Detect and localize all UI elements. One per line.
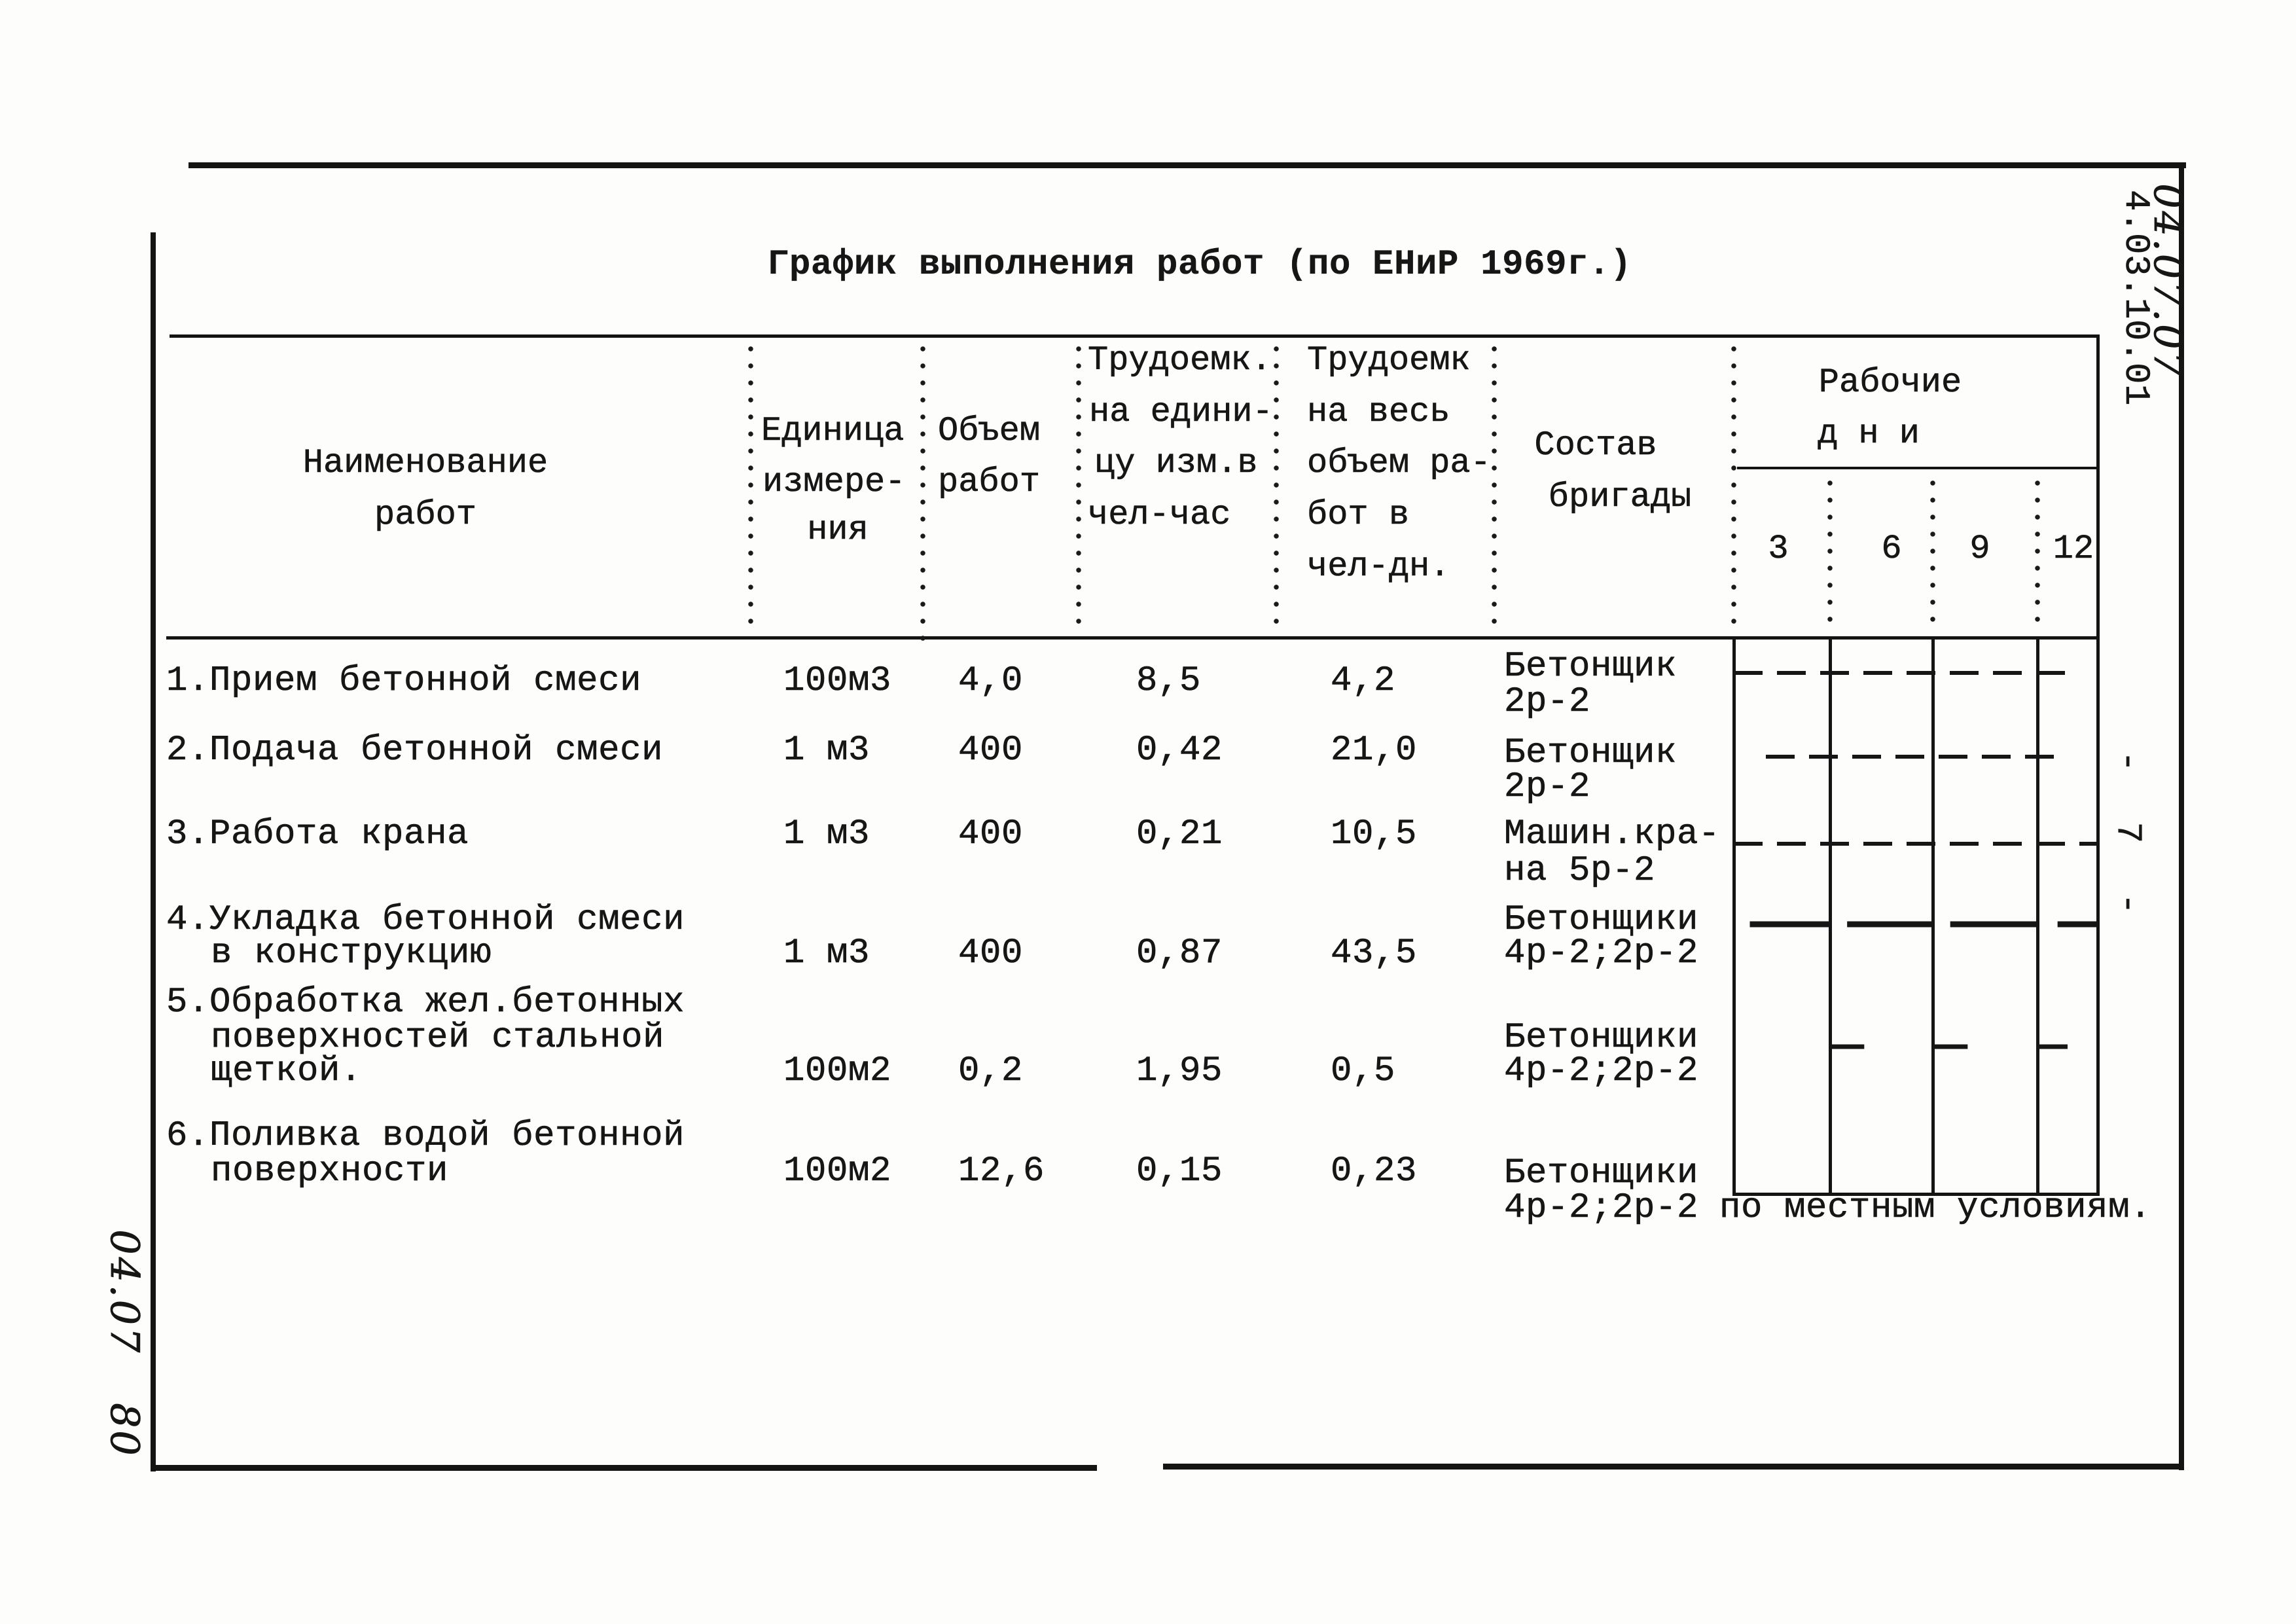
day-divider-9: [2036, 638, 2039, 1194]
row-6-volume: 12,6: [958, 1151, 1045, 1191]
header-days-line-2: д н и: [1817, 414, 1920, 453]
header-labor-unit-line-3: цу изм.в: [1094, 444, 1258, 482]
handwritten-code: 04.07.07: [2145, 183, 2191, 380]
row-1-brigade-line-2: 2р-2: [1504, 682, 1591, 722]
header-separator: [1076, 340, 1081, 628]
days-subheader-line: [1737, 467, 2098, 469]
frame-left-line: [151, 232, 156, 1471]
day-divider-3: [1829, 638, 1832, 1194]
header-brigade-line-1: Состав: [1534, 426, 1657, 465]
header-separator: [1274, 340, 1279, 628]
row-1-brigade-line-1: Бетонщик: [1504, 647, 1677, 687]
row-6-unit: 100м2: [783, 1151, 892, 1191]
row-4-name-line-1: 4.Укладка бетонной смеси: [166, 900, 685, 940]
row-5-labor-total: 0,5: [1331, 1051, 1396, 1091]
header-labor-unit-line-2: на едини-: [1089, 393, 1273, 431]
header-volume-line-1: Объем: [938, 412, 1041, 450]
row-5-name-line-1: 5.Обработка жел.бетонных: [166, 983, 685, 1022]
row-3-brigade-line-1: Машин.кра-: [1504, 814, 1721, 854]
row-6-brigade-line-2: 4р-2;2р-2: [1504, 1188, 1699, 1228]
row-4-volume: 400: [958, 933, 1024, 973]
header-days-line-1: Рабочие: [1818, 363, 1962, 402]
row-3-unit: 1 м3: [783, 814, 870, 854]
row-6-labor-per-unit: 0,15: [1136, 1151, 1223, 1191]
day-mark-12: 12: [2053, 530, 2094, 568]
row-2-volume: 400: [958, 731, 1024, 770]
header-separator: [1492, 340, 1497, 628]
document-title: График выполнения работ (по ЕНиР 1969г.): [767, 245, 1632, 285]
header-labor-total-line-3: объем ра-: [1307, 444, 1491, 482]
header-name-line-2: работ: [374, 496, 477, 534]
header-separator: [748, 340, 753, 628]
row-4-brigade-line-2: 4р-2;2р-2: [1504, 933, 1699, 973]
row-2-unit: 1 м3: [783, 731, 870, 770]
header-labor-total-line-1: Трудоемк: [1307, 341, 1471, 380]
day-divider-6: [1931, 638, 1935, 1194]
row-5-name-line-2: поверхностей стальной: [211, 1018, 665, 1058]
header-labor-unit-line-1: Трудоемк.: [1088, 341, 1272, 380]
row-2-brigade-line-1: Бетонщик: [1504, 733, 1677, 773]
row-4-labor-per-unit: 0,87: [1136, 933, 1223, 973]
row-3-volume: 400: [958, 814, 1024, 854]
header-separator: [1930, 475, 1935, 632]
row-1-volume: 4,0: [958, 661, 1024, 701]
row-6-labor-total: 0,23: [1331, 1151, 1418, 1191]
header-name-line-1: Наименование: [302, 444, 548, 482]
frame-top-line: [188, 162, 2186, 168]
row-3-name-line-1: 3.Работа крана: [166, 814, 469, 854]
row-6-name-line-2: поверхности: [211, 1151, 449, 1191]
row-5-labor-per-unit: 1,95: [1136, 1051, 1223, 1091]
header-volume-line-2: работ: [938, 463, 1041, 501]
row-5-brigade-line-2: 4р-2;2р-2: [1504, 1051, 1699, 1091]
header-unit-line-1: Единица: [761, 412, 905, 450]
row-3-labor-per-unit: 0,21: [1136, 814, 1223, 854]
row-1-unit: 100м3: [783, 661, 892, 701]
header-labor-unit-line-4: чел-час: [1088, 496, 1231, 534]
header-separator: [2035, 475, 2040, 632]
row-3-brigade-line-2: на 5р-2: [1504, 851, 1656, 891]
row-6-brigade-line-1: Бетонщики: [1504, 1153, 1699, 1193]
row-4-labor-total: 43,5: [1331, 933, 1418, 973]
header-labor-total-line-5: чел-дн.: [1307, 547, 1450, 586]
header-labor-total-line-2: на весь: [1307, 393, 1450, 431]
header-separator: [1731, 340, 1736, 628]
row-6-name-line-1: 6.Поливка водой бетонной: [166, 1116, 685, 1156]
frame-bottom-line-left: [151, 1465, 1097, 1471]
day-mark-3: 3: [1768, 530, 1789, 568]
header-unit-line-3: ния: [807, 511, 869, 549]
row-5-unit: 100м2: [783, 1051, 892, 1091]
document-code: 4.03.10.01: [2115, 189, 2155, 406]
header-separator: [1827, 475, 1833, 632]
table-top-line: [170, 334, 2099, 338]
row-5-volume: 0,2: [958, 1051, 1024, 1091]
frame-bottom-line-right: [1163, 1464, 2184, 1470]
table-right-line: [2096, 334, 2100, 1196]
row-1-labor-total: 4,2: [1331, 661, 1396, 701]
row-1-name-line-1: 1.Прием бетонной смеси: [166, 661, 642, 701]
row-4-brigade-line-1: Бетонщики: [1504, 900, 1699, 940]
row-2-labor-total: 21,0: [1331, 731, 1418, 770]
header-brigade-line-2: бригады: [1548, 478, 1692, 516]
row-3-labor-total: 10,5: [1331, 814, 1418, 854]
header-bottom-line: [166, 636, 2099, 640]
handwritten-date: 04.07 80: [101, 1229, 147, 1458]
row-5-brigade-line-1: Бетонщики: [1504, 1018, 1699, 1058]
day-mark-6: 6: [1881, 530, 1902, 568]
row-5-name-line-3: щеткой.: [211, 1051, 363, 1091]
row-1-labor-per-unit: 8,5: [1136, 661, 1202, 701]
row-2-brigade-line-2: 2р-2: [1504, 767, 1591, 807]
row-2-labor-per-unit: 0,42: [1136, 731, 1223, 770]
row-4-name-line-2: в конструкцию: [211, 933, 492, 973]
days-left-line: [1732, 638, 1736, 1196]
row-4-unit: 1 м3: [783, 933, 870, 973]
day-mark-9: 9: [1969, 530, 1990, 568]
header-unit-line-2: измере-: [762, 463, 906, 501]
header-labor-total-line-4: бот в: [1307, 496, 1410, 534]
page-number: - 7 -: [2108, 750, 2147, 929]
row-2-name-line-1: 2.Подача бетонной смеси: [166, 731, 664, 770]
header-separator: [920, 340, 925, 648]
schedule-note: по местным условиям.: [1719, 1188, 2152, 1228]
